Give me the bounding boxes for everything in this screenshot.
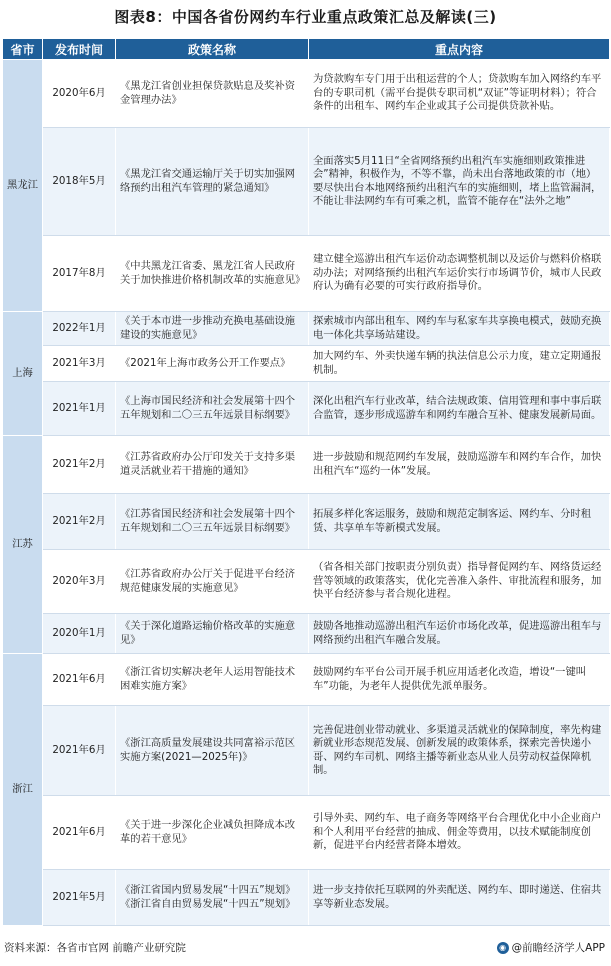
date-cell: 2021年3月 <box>43 346 116 382</box>
table-row <box>3 870 610 926</box>
table-row <box>3 436 610 494</box>
table-row <box>3 614 610 654</box>
header-province: 省市 <box>3 39 43 60</box>
date-cell: 2018年5月 <box>43 128 116 236</box>
province-cell: 江苏 <box>3 436 43 654</box>
table-row <box>3 550 610 614</box>
date-cell: 2020年3月 <box>43 550 116 614</box>
date-cell: 2021年6月 <box>43 706 116 796</box>
policy-name-cell: 《黑龙江省交通运输厅关于切实加强网络预约出租汽车管理的紧急通知》 <box>116 128 309 236</box>
table-row <box>3 236 610 312</box>
table-row <box>3 128 610 236</box>
content-cell: 引导外卖、网约车、电子商务等网络平台合理优化中小企业商户和个人利用平台经营的抽成、佣金等费用，以技术赋能制度创新，促进平台内经营者降本增效。 <box>309 796 610 870</box>
brand-credit <box>497 940 605 955</box>
policy-name-cell: 《关于进一步深化企业减负担降成本改革的若干意见》 <box>116 796 309 870</box>
policy-table <box>2 38 610 926</box>
table-row <box>3 654 610 706</box>
content-cell: 完善促进创业带动就业、多渠道灵活就业的保障制度，率先构建新就业形态规范发展、创新发展的政策体系，探索完善快递小哥、网约车司机、网络主播等新业态从业人员劳动权益保障机制。 <box>309 706 610 796</box>
policy-name-cell: 《浙江高质量发展建设共同富裕示范区实施方案(2021—2025年)》 <box>116 706 309 796</box>
province-cell: 黑龙江 <box>3 60 43 312</box>
content-cell: 深化出租汽车行业改革，结合法规政策、信用管理和事中事后联合监管，逐步形成巡游车和网约车融合互补、健康发展新局面。 <box>309 382 610 436</box>
date-cell: 2021年1月 <box>43 382 116 436</box>
header-name: 政策名称 <box>116 39 309 60</box>
content-cell: 进一步支持依托互联网的外卖配送、网约车、即时递送、住宿共享等新业态发展。 <box>309 870 610 926</box>
date-cell: 2017年8月 <box>43 236 116 312</box>
policy-name-cell: 《黑龙江省创业担保贷款贴息及奖补资金管理办法》 <box>116 60 309 128</box>
content-cell: 鼓励各地推动巡游出租汽车运价市场化改革，促进巡游出租车与网络预约出租汽车融合发展。 <box>309 614 610 654</box>
policy-name-cell: 《关于本市进一步推动充换电基础设施建设的实施意见》 <box>116 312 309 346</box>
date-cell: 2020年6月 <box>43 60 116 128</box>
content-cell: 为贷款购车专门用于出租运营的个人；贷款购车加入网络约车平台的专职司机（需平台提供专职司机“双证”等证明材料）；符合条件的出租车、网约车企业或其子公司提供贷款补贴。 <box>309 60 610 128</box>
content-cell: 进一步鼓励和规范网约车发展，鼓励巡游车和网约车合作，加快出租汽车“巡约一体”发展。 <box>309 436 610 494</box>
policy-name-cell: 《2021年上海市政务公开工作要点》 <box>116 346 309 382</box>
policy-name-cell: 《江苏省政府办公厅关于促进平台经济规范健康发展的实施意见》 <box>116 550 309 614</box>
policy-name-cell: 《浙江省切实解决老年人运用智能技术困难实施方案》 <box>116 654 309 706</box>
policy-name-cell: 《中共黑龙江省委、黑龙江省人民政府关于加快推进价格机制改革的实施意见》 <box>116 236 309 312</box>
content-cell: 全面落实5月11日“全省网络预约出租汽车实施细则政策推进会”精神，积极作为，不等不靠，尚未出台落地政策的市（地）要尽快出台本地网络预约出租汽车的实施细则，堵上监管漏洞，不能让非法网约车有可乘之机，监管不能存在“法外之地” <box>309 128 610 236</box>
table-row <box>3 346 610 382</box>
date-cell: 2021年5月 <box>43 870 116 926</box>
table-row <box>3 796 610 870</box>
brand-text: @前瞻经济学人APP <box>511 942 605 954</box>
content-cell: 拓展多样化客运服务，鼓励和规范定制客运、网约车、分时租赁、共享单车等新模式发展。 <box>309 494 610 550</box>
province-cell: 上海 <box>3 312 43 436</box>
date-cell: 2020年1月 <box>43 614 116 654</box>
content-cell: 建立健全巡游出租汽车运价动态调整机制以及运价与燃料价格联动办法；对网络预约出租汽车运价实行市场调节价，城市人民政府认为确有必要的可实行政府指导价。 <box>309 236 610 312</box>
date-cell: 2022年1月 <box>43 312 116 346</box>
table-row <box>3 60 610 128</box>
policy-name-cell: 《浙江省国内贸易发展“十四五”规划》《浙江省自由贸易发展“十四五”规划》 <box>116 870 309 926</box>
province-cell: 浙江 <box>3 654 43 926</box>
policy-name-cell: 《关于深化道路运输价格改革的实施意见》 <box>116 614 309 654</box>
footer <box>4 938 607 956</box>
table-row <box>3 382 610 436</box>
table-header-row <box>3 39 610 60</box>
content-cell: 探索城市内部出租车、网约车与私家车共享换电模式，鼓励充换电一体化共享场站建设。 <box>309 312 610 346</box>
content-cell: 鼓励网约车平台公司开展手机应用适老化改造，增设“一键叫车”功能，为老年人提供优先派单服务。 <box>309 654 610 706</box>
policy-name-cell: 《江苏省国民经济和社会发展第十四个五年规划和二〇三五年远景目标纲要》 <box>116 494 309 550</box>
table-row <box>3 706 610 796</box>
date-cell: 2021年6月 <box>43 654 116 706</box>
content-cell: 加大网约车、外卖快递车辆的执法信息公示力度，建立定期通报机制。 <box>309 346 610 382</box>
date-cell: 2021年2月 <box>43 436 116 494</box>
date-cell: 2021年6月 <box>43 796 116 870</box>
date-cell: 2021年2月 <box>43 494 116 550</box>
source-note: 资料来源：各省市官网 前瞻产业研究院 <box>4 942 186 954</box>
table-row <box>3 494 610 550</box>
qianzhan-logo-icon: ◉ <box>497 942 509 954</box>
table-row <box>3 312 610 346</box>
content-cell: （省各相关部门按职责分别负责）指导督促网约车、网络货运经营等领域的政策落实，优化完善准入条件、审批流程和服务，加快平台经济参与者合规化进程。 <box>309 550 610 614</box>
policy-name-cell: 《上海市国民经济和社会发展第十四个五年规划和二〇三五年远景目标纲要》 <box>116 382 309 436</box>
header-content: 重点内容 <box>309 39 610 60</box>
figure-title: 图表8：中国各省份网约车行业重点政策汇总及解读(三) <box>114 8 497 26</box>
policy-name-cell: 《江苏省政府办公厅印发关于支持多渠道灵活就业若干措施的通知》 <box>116 436 309 494</box>
header-date: 发布时间 <box>43 39 116 60</box>
